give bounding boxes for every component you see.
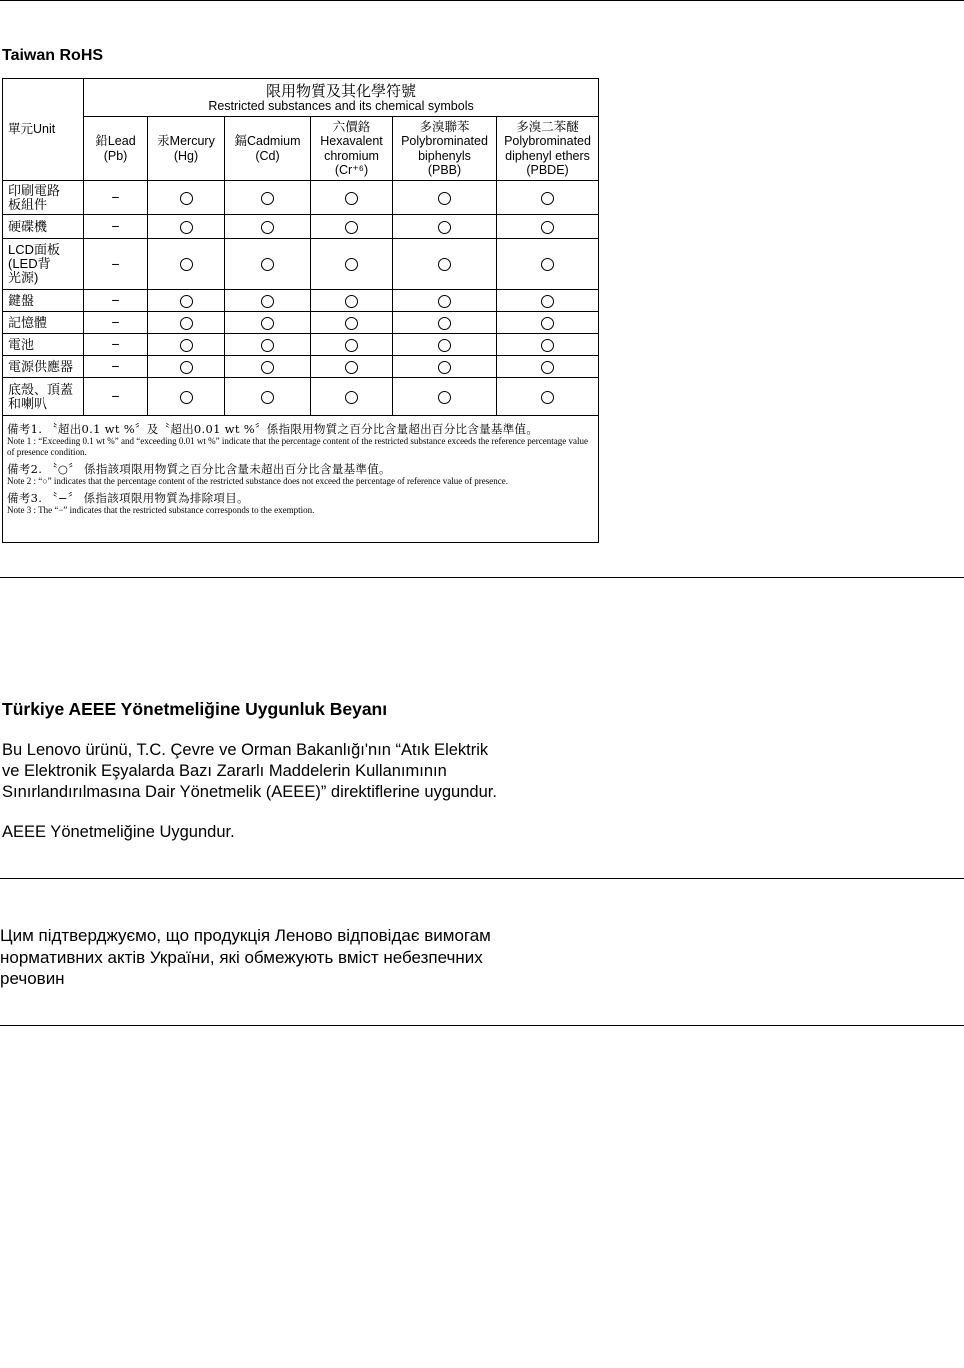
- circle-mark-icon: [180, 192, 193, 205]
- dash-mark: −: [111, 336, 120, 353]
- table-row: [3, 378, 599, 416]
- circle-mark-icon: [261, 258, 274, 271]
- circle-mark-icon: [345, 391, 358, 404]
- circle-mark-icon: [541, 221, 554, 234]
- circle-mark-icon: [261, 339, 274, 352]
- rohs-table: [2, 78, 599, 543]
- part-name-cell: 印刷電路 板組件: [3, 181, 84, 215]
- circle-mark-icon: [541, 192, 554, 205]
- substance-mark-cell: [497, 378, 599, 416]
- circle-mark-icon: [438, 339, 451, 352]
- substance-mark-cell: [148, 334, 225, 356]
- substance-mark-cell: [393, 290, 497, 312]
- substance-column-header: 汞Mercury (Hg): [148, 117, 225, 181]
- circle-mark-icon: [438, 295, 451, 308]
- unit-header: 單元Unit: [3, 79, 84, 181]
- part-name-cell: 底殼、頂蓋 和喇叭: [3, 378, 84, 416]
- table-row: [3, 181, 599, 215]
- note-zh: 備考1. 〝超出0.1 wt %〞及〝超出0.01 wt %〞係指限用物質之百分比含量超出百分比含量基準值。: [7, 422, 539, 436]
- circle-mark-icon: [438, 192, 451, 205]
- restricted-substances-header: [84, 79, 599, 117]
- note-en: Note 3 : The “−” indicates that the restricted substance corresponds to the exemption.: [7, 505, 315, 515]
- substance-mark-cell: [84, 334, 148, 356]
- dash-mark: −: [111, 189, 120, 206]
- dash-mark: −: [111, 255, 120, 272]
- substance-mark-cell: [84, 378, 148, 416]
- substance-mark-cell: [311, 181, 393, 215]
- substance-mark-cell: [393, 378, 497, 416]
- substance-mark-cell: [311, 356, 393, 378]
- substance-mark-cell: [393, 312, 497, 334]
- substance-column-header: 多溴聯苯 Polybrominated biphenyls (PBB): [393, 117, 497, 181]
- substance-mark-cell: [148, 239, 225, 290]
- substance-mark-cell: [497, 356, 599, 378]
- substance-mark-cell: [311, 312, 393, 334]
- substance-mark-cell: [497, 239, 599, 290]
- substance-mark-cell: [311, 215, 393, 239]
- circle-mark-icon: [345, 221, 358, 234]
- substance-mark-cell: [393, 239, 497, 290]
- substance-mark-cell: [393, 181, 497, 215]
- circle-mark-icon: [345, 295, 358, 308]
- circle-mark-icon: [345, 317, 358, 330]
- substance-mark-cell: [84, 215, 148, 239]
- notes-cell: [3, 416, 599, 543]
- substance-mark-cell: [393, 356, 497, 378]
- circle-mark-icon: [180, 258, 193, 271]
- circle-mark-icon: [345, 192, 358, 205]
- part-name-cell: 硬碟機: [3, 215, 84, 239]
- circle-mark-icon: [438, 361, 451, 374]
- header-zh: 限用物質及其化學符號: [266, 82, 417, 100]
- note-en: Note 2 : “○” indicates that the percentage content of the restricted substance does not exceed the percentage of reference value of presence.: [7, 476, 508, 486]
- circle-mark-icon: [438, 258, 451, 271]
- turkey-title: Türkiye AEEE Yönetmeliğine Uygunluk Beyanı: [2, 699, 388, 719]
- circle-mark-icon: [541, 258, 554, 271]
- substance-mark-cell: [148, 181, 225, 215]
- part-name-cell: 電源供應器: [3, 356, 84, 378]
- circle-mark-icon: [345, 339, 358, 352]
- part-name-cell: 記憶體: [3, 312, 84, 334]
- substance-mark-cell: [393, 334, 497, 356]
- circle-mark-icon: [541, 339, 554, 352]
- table-row: [3, 334, 599, 356]
- circle-mark-icon: [261, 391, 274, 404]
- substance-mark-cell: [497, 215, 599, 239]
- circle-mark-icon: [541, 317, 554, 330]
- substance-mark-cell: [393, 215, 497, 239]
- part-name-cell: LCD面板 (LED背 光源): [3, 239, 84, 290]
- circle-mark-icon: [345, 361, 358, 374]
- circle-mark-icon: [261, 221, 274, 234]
- circle-mark-icon: [438, 391, 451, 404]
- circle-mark-icon: [541, 295, 554, 308]
- substance-mark-cell: [148, 290, 225, 312]
- circle-mark-icon: [438, 221, 451, 234]
- circle-mark-icon: [438, 317, 451, 330]
- substance-mark-cell: [225, 239, 311, 290]
- part-name-cell: 鍵盤: [3, 290, 84, 312]
- top-rule: [0, 0, 964, 1]
- circle-mark-icon: [541, 361, 554, 374]
- substance-mark-cell: [311, 290, 393, 312]
- substance-column-header: 六價鉻 Hexavalent chromium (Cr⁺⁶): [311, 117, 393, 181]
- substance-mark-cell: [148, 215, 225, 239]
- table-row: [3, 312, 599, 334]
- substance-mark-cell: [84, 290, 148, 312]
- table-row: [3, 239, 599, 290]
- circle-mark-icon: [180, 391, 193, 404]
- substance-mark-cell: [497, 181, 599, 215]
- circle-mark-icon: [180, 361, 193, 374]
- substance-mark-cell: [84, 356, 148, 378]
- substance-column-header: 多溴二苯醚 Polybrominated diphenyl ethers (PBDE): [497, 117, 599, 181]
- substance-mark-cell: [225, 312, 311, 334]
- circle-mark-icon: [345, 258, 358, 271]
- substance-mark-cell: [497, 290, 599, 312]
- substance-column-header: 鉛Lead (Pb): [84, 117, 148, 181]
- substance-mark-cell: [225, 181, 311, 215]
- dash-mark: −: [111, 218, 120, 235]
- dash-mark: −: [111, 388, 120, 405]
- circle-mark-icon: [180, 221, 193, 234]
- circle-mark-icon: [180, 339, 193, 352]
- substance-mark-cell: [225, 378, 311, 416]
- substance-mark-cell: [311, 239, 393, 290]
- ukraine-paragraph: Цим підтверджуємо, що продукція Леново відповідає вимогам нормативних актів України, які обмежують вміст небезпечних речовин: [0, 926, 491, 988]
- substance-mark-cell: [148, 356, 225, 378]
- table-row: [3, 356, 599, 378]
- circle-mark-icon: [180, 295, 193, 308]
- substance-mark-cell: [311, 334, 393, 356]
- circle-mark-icon: [180, 317, 193, 330]
- circle-mark-icon: [261, 295, 274, 308]
- section-divider-3: [0, 1025, 964, 1026]
- circle-mark-icon: [541, 391, 554, 404]
- circle-mark-icon: [261, 192, 274, 205]
- section-divider-2: [0, 878, 964, 879]
- note-zh: 備考2. 〝○〞 係指該項限用物質之百分比含量未超出百分比含量基準值。: [7, 462, 391, 476]
- substance-mark-cell: [225, 215, 311, 239]
- note-en: Note 1 : “Exceeding 0.1 wt %” and “exceeding 0.01 wt %” indicate that the percentage content of the restricted substance exceeds the reference percentage value of presence condition.: [7, 436, 588, 457]
- substance-mark-cell: [225, 290, 311, 312]
- substance-mark-cell: [148, 378, 225, 416]
- dash-mark: −: [111, 314, 120, 331]
- substance-mark-cell: [497, 334, 599, 356]
- substance-mark-cell: [225, 356, 311, 378]
- substance-mark-cell: [84, 239, 148, 290]
- dash-mark: −: [111, 358, 120, 375]
- header-en: Restricted substances and its chemical symbols: [208, 98, 474, 113]
- substance-mark-cell: [225, 334, 311, 356]
- substance-mark-cell: [311, 378, 393, 416]
- note-zh: 備考3. 〝−〞 係指該項限用物質為排除項目。: [7, 491, 249, 505]
- substance-mark-cell: [148, 312, 225, 334]
- substance-mark-cell: [84, 312, 148, 334]
- turkey-paragraph: Bu Lenovo ürünü, T.C. Çevre ve Orman Bakanlığı'nın “Atık Elektrik ve Elektronik Eşyalarda Bazı Zararlı Maddelerin Kullanımının Sınırlandırılmasına Dair Yönetmelik (AEEE)” direktiflerine uygundur.: [2, 741, 497, 801]
- table-row: [3, 215, 599, 239]
- turkey-conformity: AEEE Yönetmeliğine Uygundur.: [2, 823, 235, 841]
- substance-mark-cell: [84, 181, 148, 215]
- table-row: [3, 290, 599, 312]
- dash-mark: −: [111, 292, 120, 309]
- section-divider-1: [0, 577, 964, 578]
- circle-mark-icon: [261, 361, 274, 374]
- substance-column-header: 鎘Cadmium (Cd): [225, 117, 311, 181]
- taiwan-rohs-title: Taiwan RoHS: [2, 47, 104, 64]
- circle-mark-icon: [261, 317, 274, 330]
- part-name-cell: 電池: [3, 334, 84, 356]
- substance-mark-cell: [497, 312, 599, 334]
